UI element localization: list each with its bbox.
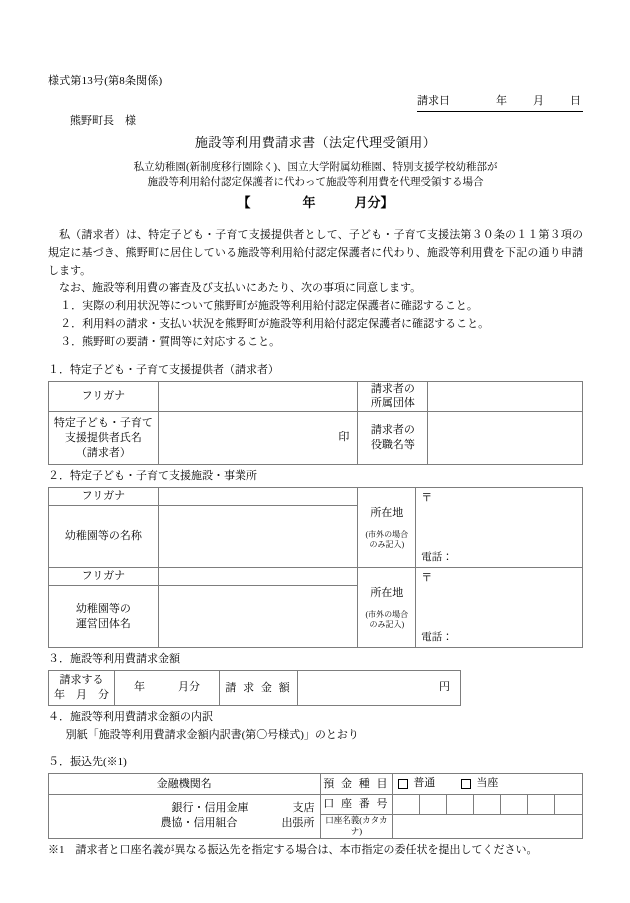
- job-title-label-line-2: 役職名等: [370, 439, 415, 452]
- operator-name-label: [49, 586, 159, 648]
- account-holder-input[interactable]: [393, 815, 583, 839]
- footnote: ※1 請求者と口座名義が異なる振込先を指定する場合は、本市指定の委任状を提出してください。: [48, 843, 538, 856]
- account-number-cell[interactable]: [420, 795, 447, 815]
- table-row: [49, 774, 583, 795]
- subtitle-line-2: 施設等利用給付認定保護者に代わって施設等利用費を代理受領する場合: [147, 177, 484, 189]
- account-number-label: 口 座 番 号: [320, 795, 393, 815]
- body-paragraph-1: 私（請求者）は、特定子ども・子育て支援提供者として、子ども・子育て支援法第３０条の１１第３項の規定に基づき、熊野町に居住している施設等利用給付認定保護者に代わり、施設等利用費を下記の通り申請します。: [48, 229, 583, 277]
- operator-name-input[interactable]: [158, 586, 358, 648]
- bank-branch-line-1: 支店: [292, 801, 315, 814]
- claim-date-year: 年: [496, 94, 507, 107]
- facility-furigana-input[interactable]: [158, 488, 358, 506]
- operator-name-label-line-1: 幼稚園等の: [75, 602, 131, 615]
- consent-item-3: ３．熊野町の要請・質問等に対応すること。: [60, 335, 281, 348]
- claim-date-month: 月: [533, 94, 544, 107]
- operator-location-note: [358, 610, 415, 629]
- section-3-table: [48, 670, 461, 706]
- claim-period-label-line-2: 年 月 分: [54, 689, 109, 702]
- org-input[interactable]: [428, 381, 583, 412]
- deposit-type-choices: [393, 776, 582, 792]
- operator-furigana-input[interactable]: [158, 568, 358, 586]
- bank-type-line-2: 農協・信用組合: [160, 817, 238, 830]
- provider-name-label-line-3: （請求者）: [75, 446, 131, 459]
- claim-date-label: 請求日: [417, 94, 450, 107]
- postal-code-mark: 〒: [421, 491, 433, 504]
- table-row: [49, 671, 461, 706]
- section-2-table: [48, 487, 583, 648]
- account-number-cell[interactable]: [528, 795, 555, 815]
- provider-name-input[interactable]: [158, 412, 358, 465]
- account-number-cell[interactable]: [501, 795, 528, 815]
- facility-location-label-text: 所在地: [370, 507, 404, 520]
- facility-location-note-line-1: (市外の場合: [365, 530, 409, 540]
- operator-tel-label: 電話：: [421, 631, 453, 643]
- checkbox-icon-checking[interactable]: [461, 779, 471, 789]
- org-label-line-1: 請求者の: [370, 382, 415, 395]
- bank-name-label: 金融機関名: [49, 774, 321, 795]
- bank-type-line-1: 銀行・信用金庫: [171, 801, 249, 814]
- claim-date-day: 日: [570, 94, 581, 107]
- job-title-label: [358, 412, 428, 465]
- subtitle-line-1: 私立幼稚園(新制度移行園除く)、国立大学附属幼稚園、特別支援学校幼稚部が: [133, 161, 498, 173]
- bank-branch-line-2: 出張所: [281, 817, 315, 830]
- document-subtitle: [48, 160, 583, 192]
- section-5-heading: ５．振込先(※1): [48, 756, 127, 769]
- facility-location-note: [358, 530, 415, 549]
- job-title-input[interactable]: [428, 412, 583, 465]
- facility-address-area: [416, 489, 582, 567]
- furigana-input[interactable]: [158, 381, 358, 412]
- currency-unit: 円: [439, 681, 450, 694]
- section-1-table: [48, 381, 583, 466]
- section-1-heading: １．特定子ども・子育て支援提供者（請求者）: [48, 363, 279, 376]
- provider-name-label: [49, 412, 159, 465]
- inkan-seal-mark: 印: [338, 431, 350, 444]
- provider-name-label-line-1: 特定子ども・子育て: [53, 417, 153, 430]
- facility-location-note-line-2: のみ記入): [369, 539, 405, 549]
- operator-location-label-text: 所在地: [370, 587, 404, 600]
- section-2-heading: ２．特定子ども・子育て支援施設・事業所: [48, 470, 257, 483]
- section-5-table: [48, 773, 583, 839]
- facility-location-input[interactable]: [416, 488, 583, 568]
- account-holder-label: 口座名義(カタカナ): [320, 815, 393, 839]
- table-row: [49, 381, 583, 412]
- claim-date-line[interactable]: [417, 94, 583, 112]
- deposit-type-label: 預 金 種 目: [320, 774, 393, 795]
- document-title: 施設等利用費請求書（法定代理受領用）: [194, 134, 437, 150]
- account-number-cell[interactable]: [555, 795, 583, 815]
- provider-name-label-line-2: 支援提供者氏名: [64, 431, 142, 444]
- operator-location-note-line-1: (市外の場合: [365, 610, 409, 620]
- operator-location-label: [358, 568, 416, 648]
- section-4-text: 別紙「施設等利用費請求金額内訳書(第〇号様式)」のとおり: [65, 729, 359, 742]
- bank-type-row-1: [49, 801, 320, 817]
- facility-name-input[interactable]: [158, 506, 358, 568]
- claim-period-input[interactable]: 年 月分: [115, 671, 220, 706]
- org-label: [358, 381, 428, 412]
- account-number-cell[interactable]: [474, 795, 501, 815]
- org-label-line-2: 所属団体: [370, 397, 415, 410]
- operator-address-area: [416, 569, 582, 647]
- table-row: [49, 488, 583, 506]
- checkbox-icon-ordinary[interactable]: [398, 779, 408, 789]
- table-row: [49, 795, 583, 815]
- account-number-cell[interactable]: [393, 795, 420, 815]
- facility-furigana-label: フリガナ: [49, 488, 159, 506]
- body-paragraph-2: なお、施設等利用費の審査及び支払いにあたり、次の事項に同意します。: [59, 282, 422, 295]
- job-title-label-line-1: 請求者の: [370, 424, 415, 437]
- addressee: 熊野町長 様: [70, 114, 136, 127]
- account-number-cell[interactable]: [447, 795, 474, 815]
- target-month-bracket: 【 年 月分】: [237, 195, 394, 211]
- section-3-heading: ３．施設等利用費請求金額: [48, 653, 180, 666]
- section-4-heading: ４．施設等利用費請求金額の内訳: [48, 711, 213, 724]
- body-text: [48, 227, 583, 352]
- table-row: [49, 568, 583, 586]
- deposit-option-ordinary-label: 普通: [413, 777, 436, 790]
- operator-furigana-label: フリガナ: [49, 568, 159, 586]
- facility-name-label: 幼稚園等の名称: [49, 506, 159, 568]
- claim-amount-label: 請 求 金 額: [220, 671, 298, 706]
- deposit-type-options[interactable]: [393, 774, 583, 795]
- bank-type-row-2: [49, 816, 320, 832]
- bank-name-input[interactable]: [49, 795, 321, 839]
- facility-tel-label: 電話：: [421, 551, 453, 563]
- consent-item-1: １．実際の利用状況等について熊野町が施設等利用給付認定保護者に確認すること。: [60, 300, 478, 313]
- claim-period-label-line-1: 請求する: [59, 674, 104, 687]
- furigana-label: フリガナ: [49, 381, 159, 412]
- facility-location-label: [358, 488, 416, 568]
- postal-code-mark: 〒: [421, 571, 433, 584]
- form-sheet: [48, 74, 583, 859]
- claim-date-row: [48, 94, 583, 112]
- deposit-option-checking-label: 当座: [476, 777, 499, 790]
- consent-item-2: ２．利用料の請求・支払い状況を熊野町が施設等利用給付認定保護者に確認すること。: [60, 318, 490, 331]
- operator-location-note-line-2: のみ記入): [369, 619, 405, 629]
- operator-location-input[interactable]: [416, 568, 583, 648]
- form-number: 様式第13号(第8条関係): [48, 75, 163, 87]
- claim-amount-input[interactable]: [298, 671, 461, 706]
- claim-period-label: [49, 671, 115, 706]
- operator-name-label-line-2: 運営団体名: [75, 617, 131, 630]
- table-row: [49, 412, 583, 465]
